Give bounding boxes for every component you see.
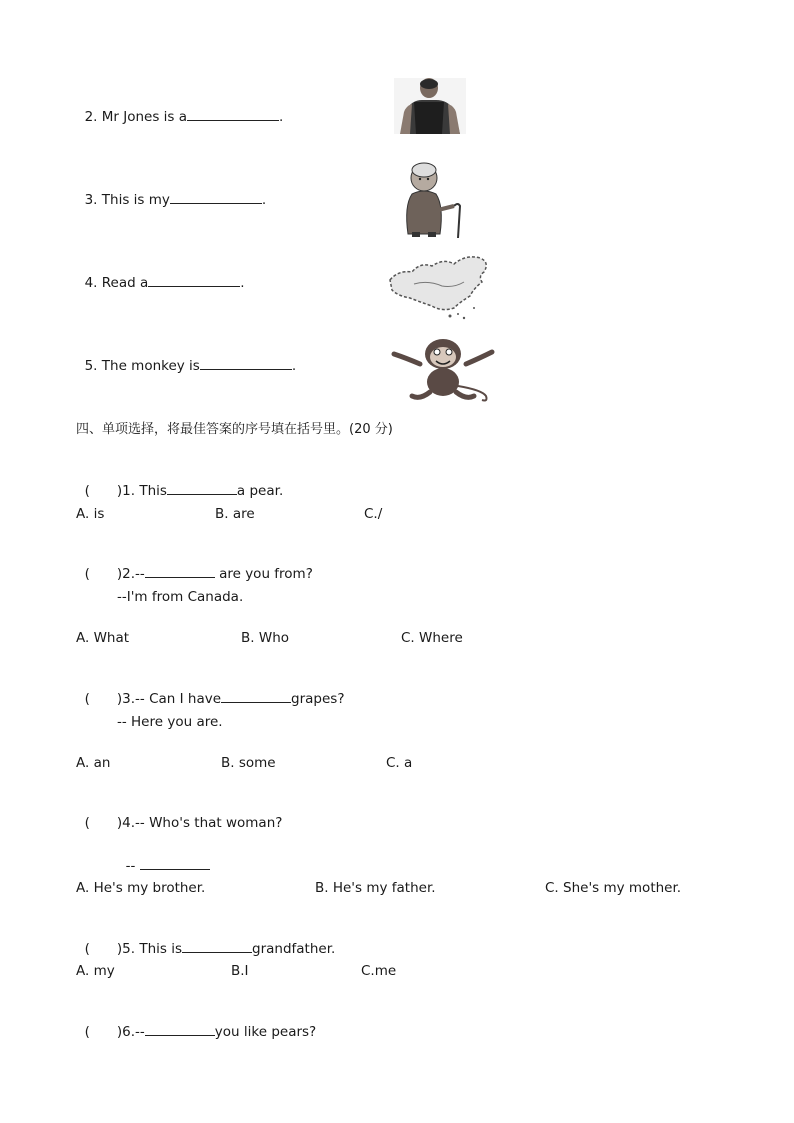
- answer-blank[interactable]: [170, 190, 262, 204]
- option-c[interactable]: C. She's my mother.: [545, 880, 682, 896]
- option-a[interactable]: A. is: [76, 506, 105, 522]
- answer-blank[interactable]: [182, 939, 252, 953]
- question-5: ( )5. This is grandfather.: [84, 941, 336, 957]
- monkey-icon: [386, 334, 500, 406]
- section-title: 四、单项选择，将最佳答案的序号填在括号里。(20 分): [76, 422, 393, 437]
- sentence-2: 2. Mr Jones is a .: [84, 109, 284, 125]
- option-c[interactable]: C.me: [361, 963, 397, 979]
- option-a[interactable]: A. an: [76, 755, 111, 771]
- answer-paren-space[interactable]: [90, 940, 117, 953]
- option-b[interactable]: B. He's my father.: [315, 880, 436, 896]
- question-6: ( )6.-- you like pears?: [84, 1024, 317, 1040]
- question-4: ( )4.-- Who's that woman?: [84, 815, 283, 831]
- option-a[interactable]: A. He's my brother.: [76, 880, 206, 896]
- option-c[interactable]: C. Where: [401, 630, 463, 646]
- question-3: ( )3.-- Can I have grapes?: [84, 691, 345, 707]
- answer-blank[interactable]: [145, 1022, 215, 1036]
- option-c[interactable]: C. a: [386, 755, 413, 771]
- answer-blank[interactable]: [167, 481, 237, 495]
- answer-paren-space[interactable]: [90, 565, 117, 578]
- option-b[interactable]: B. are: [215, 506, 255, 522]
- answer-blank[interactable]: [200, 356, 292, 370]
- grandmother-icon: [398, 160, 466, 240]
- sentence-5: 5. The monkey is .: [84, 358, 297, 374]
- answer-blank[interactable]: [145, 564, 215, 578]
- sentence-3: 3. This is my .: [84, 192, 267, 208]
- answer-blank[interactable]: [221, 689, 291, 703]
- answer-paren-space[interactable]: [90, 482, 117, 495]
- option-b[interactable]: B.I: [231, 963, 249, 979]
- question-1: ( )1. This a pear.: [84, 483, 284, 499]
- answer-line-2: --I'm from Canada.: [117, 589, 244, 605]
- answer-paren-space[interactable]: [90, 690, 117, 703]
- answer-blank[interactable]: [148, 273, 240, 287]
- china-map-icon: [384, 250, 496, 322]
- option-a[interactable]: A. my: [76, 963, 115, 979]
- answer-line-3: -- Here you are.: [117, 714, 223, 730]
- man-icon: [392, 76, 468, 136]
- option-a[interactable]: A. What: [76, 630, 130, 646]
- option-b[interactable]: B. Who: [241, 630, 290, 646]
- option-c[interactable]: C./: [364, 506, 383, 522]
- question-2: ( )2.-- are you from?: [84, 566, 313, 582]
- answer-paren-space[interactable]: [90, 814, 117, 827]
- option-b[interactable]: B. some: [221, 755, 276, 771]
- answer-line-4: --: [117, 838, 210, 875]
- answer-paren-space[interactable]: [90, 1023, 117, 1036]
- answer-blank[interactable]: [140, 856, 210, 870]
- sentence-4: 4. Read a .: [84, 275, 245, 291]
- answer-blank[interactable]: [187, 107, 279, 121]
